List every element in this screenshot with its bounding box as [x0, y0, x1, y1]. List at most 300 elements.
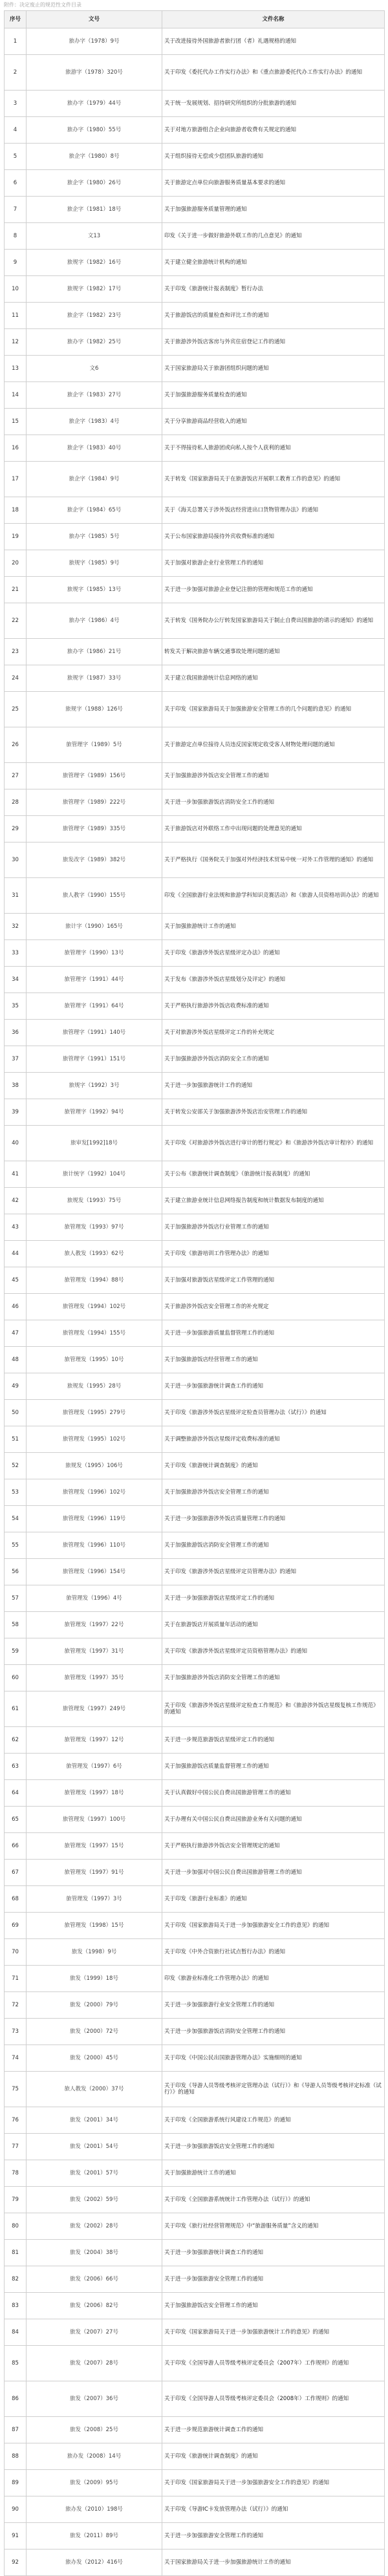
- row-title: 关于印发《全国旅游系统行风建设工作规范》的通知: [162, 2107, 385, 2134]
- row-code: 旅发（2007）27号: [27, 2319, 162, 2346]
- row-no: 52: [5, 1453, 27, 1479]
- row-no: 30: [5, 843, 27, 878]
- row-code: 旅办发（2012）416号: [27, 2549, 162, 2576]
- table-row: [5, 1020, 385, 1046]
- row-title: 关于进一步加强旅游行业安全管理工作的通知: [162, 1992, 385, 2019]
- table-row: [5, 1506, 385, 1532]
- row-title: 关于分享旅游商品经营收入的通知: [162, 409, 385, 435]
- table-row: [5, 603, 385, 639]
- table-body: [5, 28, 385, 2576]
- table-row: [5, 1073, 385, 1099]
- row-no: 54: [5, 1506, 27, 1532]
- header-title: 文件名称: [162, 11, 385, 28]
- table-row: [5, 303, 385, 329]
- row-code: 旅办字（1986）21号: [27, 639, 162, 665]
- row-code: 旅发（2001）54号: [27, 2134, 162, 2160]
- row-code: 旅办字（1980）55号: [27, 117, 162, 144]
- row-code: 旅办字（1978）9号: [27, 28, 162, 55]
- row-code: 旅管理字（1991）151号: [27, 1046, 162, 1073]
- row-code: 旅管理字（1991）64号: [27, 993, 162, 1020]
- row-title: 关于严格执行旅游涉外饭店安全管理规定的通知: [162, 1833, 385, 1860]
- table-row: [5, 1320, 385, 1347]
- row-code: 旅管理发（1997）15号: [27, 1833, 162, 1860]
- row-title: 关于公布国家旅游局接待外宾收费标准的通知: [162, 524, 385, 550]
- row-no: 7: [5, 197, 27, 223]
- row-title: 关于建立旅游业统计信息网络报告制度和统计数据发布制度的通知: [162, 1188, 385, 1214]
- row-title: 关于印发《中外合资旅行社试点暂行办法》的通知: [162, 1939, 385, 1966]
- row-title: 关于建立健全旅游统计机构的通知: [162, 250, 385, 276]
- table-row: [5, 1426, 385, 1453]
- row-code: 旅发（1998）9号: [27, 1939, 162, 1966]
- row-no: 70: [5, 1939, 27, 1966]
- table-row: [5, 1479, 385, 1506]
- row-code: 旅管理发（1994）88号: [27, 1267, 162, 1294]
- row-no: 19: [5, 524, 27, 550]
- row-title: 关于印发《国家旅游局关于进一步加强旅游统计工作的意见》的通知: [162, 2319, 385, 2346]
- row-code: 旅管理发（1995）102号: [27, 1426, 162, 1453]
- row-title: 关于进一步加强旅游饭店消防安全管理工作的通知: [162, 2019, 385, 2045]
- row-no: 48: [5, 1347, 27, 1373]
- row-no: 24: [5, 665, 27, 692]
- table-row: [5, 2523, 385, 2549]
- row-title: 关于加强旅游饭店质量监督管理工作的通知: [162, 1754, 385, 1780]
- row-title: 关于印发《委托代办工作实行办法》和《重点旅游委托代办工作实行办法》的通知: [162, 55, 385, 91]
- table-row: [5, 1099, 385, 1126]
- table-row: [5, 1267, 385, 1294]
- row-code: 旅管理字（1991）44号: [27, 967, 162, 993]
- table-row: [5, 1046, 385, 1073]
- row-code: 旅规字（1985）9号: [27, 550, 162, 577]
- table-row: [5, 1665, 385, 1691]
- row-no: 60: [5, 1665, 27, 1691]
- table-row: [5, 2045, 385, 2072]
- row-no: 18: [5, 497, 27, 524]
- row-code: 旅发（2007）28号: [27, 2346, 162, 2381]
- row-no: 22: [5, 603, 27, 639]
- row-title: 关于印发《导游IC卡发放管理办法（试行）》的通知: [162, 2496, 385, 2523]
- row-title: 关于进一步加强对中国公民自费出国旅游管理工作的通知: [162, 1860, 385, 1886]
- row-title: 关于印发《旅游涉外饭店星级评定办法》的通知: [162, 940, 385, 967]
- row-code: 旅审发[1992]18号: [27, 1126, 162, 1161]
- row-code: 旅管理发（1996）119号: [27, 1506, 162, 1532]
- row-no: 71: [5, 1966, 27, 1992]
- row-code: 旅企字（1982）23号: [27, 303, 162, 329]
- row-title: 关于印发《全国旅游系统统计工作管理办法（试行）》的通知: [162, 2187, 385, 2213]
- row-title: 关于严格执行《国务院关于加强对外经济技术贸易中统一对外工作管理的通知》的通知: [162, 843, 385, 878]
- row-no: 92: [5, 2549, 27, 2576]
- row-code: 文6: [27, 356, 162, 382]
- table-row: [5, 329, 385, 356]
- row-no: 58: [5, 1612, 27, 1638]
- row-no: 82: [5, 2266, 27, 2293]
- row-title: 关于加强旅游涉外饭店消防安全工作的通知: [162, 1046, 385, 1073]
- table-row: [5, 692, 385, 727]
- row-code: 旅管理发（1995）279号: [27, 1400, 162, 1426]
- table-row: [5, 144, 385, 170]
- row-title: 关于《海关总署关于涉外饭店经营进出口货物管理办法》的通知: [162, 497, 385, 524]
- row-no: 55: [5, 1532, 27, 1559]
- row-title: 关于加强旅游饭店经营管理工作的通知: [162, 1347, 385, 1373]
- row-no: 86: [5, 2381, 27, 2417]
- row-no: 32: [5, 914, 27, 940]
- row-no: 31: [5, 878, 27, 914]
- row-title: 关于进一步加强旅游质量监督管理工作的通知: [162, 1320, 385, 1347]
- table-row: [5, 1886, 385, 1913]
- row-no: 15: [5, 409, 27, 435]
- row-code: 旅管理发（1997）31号: [27, 1638, 162, 1665]
- row-no: 40: [5, 1126, 27, 1161]
- row-no: 89: [5, 2470, 27, 2496]
- row-title: 关于印发《旅游涉外饭店星级评定检查员管理办法（试行）》的通知: [162, 1400, 385, 1426]
- table-row: [5, 2107, 385, 2134]
- row-title: 关于旅游涉外饭店安全管理工作的补充规定: [162, 1294, 385, 1320]
- row-title: 关于印发《旅行社经营管理规范》中“旅游服务质量”含义的通知: [162, 2213, 385, 2240]
- row-title: 关于印发《国家旅游局关于进一步加强旅游安全工作的意见》的通知: [162, 1913, 385, 1939]
- row-no: 38: [5, 1073, 27, 1099]
- table-row: [5, 2072, 385, 2107]
- row-code: 旅管理字（1989）5号: [27, 727, 162, 763]
- table-row: [5, 1833, 385, 1860]
- row-title: 关于印发《中国公民出国旅游管理办法》实施细则的通知: [162, 2045, 385, 2072]
- row-code: 旅发改字（1989）382号: [27, 843, 162, 878]
- row-no: 28: [5, 789, 27, 816]
- table-row: [5, 1559, 385, 1585]
- table-row: [5, 665, 385, 692]
- row-code: 旅人教发（1993）62号: [27, 1241, 162, 1267]
- row-no: 11: [5, 303, 27, 329]
- row-no: 65: [5, 1807, 27, 1833]
- row-no: 41: [5, 1161, 27, 1188]
- row-no: 50: [5, 1400, 27, 1426]
- row-title: 关于统一发展规划、招待研究所组织的分批旅游的通知: [162, 91, 385, 117]
- row-code: 旅管理字（1992）94号: [27, 1099, 162, 1126]
- table-row: [5, 1294, 385, 1320]
- row-no: 88: [5, 2443, 27, 2470]
- row-no: 8: [5, 223, 27, 250]
- table-row: [5, 1532, 385, 1559]
- row-no: 69: [5, 1913, 27, 1939]
- row-no: 87: [5, 2417, 27, 2443]
- row-title: 印发《旅游业标准化工作管理办法》的通知: [162, 1966, 385, 1992]
- row-title: 关于印发《全国导游人员等级考核评定委员会（2008年）工作规则》的通知: [162, 2381, 385, 2417]
- row-code: 旅管理发（1997）22号: [27, 1612, 162, 1638]
- row-title: 关于加强旅游涉外饭店行业管理工作的通知: [162, 1214, 385, 1241]
- row-code: 旅企字（1983）4号: [27, 409, 162, 435]
- row-code: 旅企字（1983）27号: [27, 382, 162, 409]
- row-no: 67: [5, 1860, 27, 1886]
- row-code: 文13: [27, 223, 162, 250]
- table-row: [5, 1913, 385, 1939]
- table-row: [5, 276, 385, 303]
- row-code: 旅发（2006）82号: [27, 2293, 162, 2319]
- row-title: 关于改进接待外国旅游者旅行团（者）礼遇规格的通知: [162, 28, 385, 55]
- table-row: [5, 2240, 385, 2266]
- table-row: [5, 2549, 385, 2576]
- row-title: 关于印发《导游人员等级考核评定管理办法（试行）》和《导游人员等级考核评定标准（试行）》的通知: [162, 2072, 385, 2107]
- row-no: 68: [5, 1886, 27, 1913]
- row-code: 旅规字（1985）13号: [27, 577, 162, 603]
- row-no: 14: [5, 382, 27, 409]
- row-title: 关于进一步加强对旅游企业登记注册的管理和规范工作的通知: [162, 577, 385, 603]
- row-no: 13: [5, 356, 27, 382]
- table-row: [5, 55, 385, 91]
- row-code: 旅游字（1978）320号: [27, 55, 162, 91]
- row-title: 关于办理有关中国公民自费出国旅游业务有关问题的通知: [162, 1807, 385, 1833]
- row-title: 关于印发《旅游涉外饭店星级评定员管理办法》的通知: [162, 1559, 385, 1585]
- row-title: 关于进一步加强旅游统计调查工作的通知: [162, 1373, 385, 1400]
- row-title: 关于加强旅游饭店消防安全管理工作的通知: [162, 1532, 385, 1559]
- regulation-table: [4, 10, 385, 2576]
- row-no: 47: [5, 1320, 27, 1347]
- row-no: 2: [5, 55, 27, 91]
- row-title: 关于对地方旅游组合企业向旅游者收费有关规定的通知: [162, 117, 385, 144]
- table-row: [5, 382, 385, 409]
- header-no: 序号: [5, 11, 27, 28]
- row-no: 56: [5, 1559, 27, 1585]
- row-title: 关于旅游定点单位接待人员违反国家规定收受客人财物处理问题的通知: [162, 727, 385, 763]
- table-row: [5, 250, 385, 276]
- row-code: 旅规字（1987）33号: [27, 665, 162, 692]
- row-code: 旅管理发（1994）155号: [27, 1320, 162, 1347]
- table-row: [5, 1939, 385, 1966]
- table-row: [5, 223, 385, 250]
- row-no: 25: [5, 692, 27, 727]
- row-no: 63: [5, 1754, 27, 1780]
- table-row: [5, 1400, 385, 1426]
- row-code: 旅发（2002）28号: [27, 2213, 162, 2240]
- table-row: [5, 1126, 385, 1161]
- row-title: 关于对旅游涉外饭店星级评定工作的补充规定: [162, 1020, 385, 1046]
- row-code: 旅管理字（1989）222号: [27, 789, 162, 816]
- row-title: 关于进一步加强旅游饭店星级评定工作的通知: [162, 1585, 385, 1612]
- row-no: 27: [5, 763, 27, 789]
- table-row: [5, 91, 385, 117]
- table-row: [5, 1638, 385, 1665]
- row-title: 关于发布《旅游涉外饭店星级划分及评定》的通知: [162, 967, 385, 993]
- row-title: 关于进一步加强旅游饭店消防安全工作的通知: [162, 789, 385, 816]
- row-code: 旅办字（1985）5号: [27, 524, 162, 550]
- row-title: 关于旅游饭店对外联络工作中出现问题的处理意见的通知: [162, 816, 385, 843]
- row-no: 85: [5, 2346, 27, 2381]
- table-row: [5, 170, 385, 197]
- row-code: 旅发（2011）89号: [27, 2523, 162, 2549]
- row-title: 关于加强旅游涉外饭店安全管理工作的通知: [162, 1479, 385, 1506]
- row-title: 关于国家旅游局关于进一步加强旅游统计工作的通知: [162, 2549, 385, 2576]
- row-title: 关于旅游定点单位向旅游服务质量基本要求的通知: [162, 170, 385, 197]
- table-row: [5, 2381, 385, 2417]
- row-code: 旅发（2000）45号: [27, 2045, 162, 2072]
- table-row: [5, 409, 385, 435]
- row-no: 23: [5, 639, 27, 665]
- table-row: [5, 1373, 385, 1400]
- row-code: 旅发（2004）38号: [27, 2240, 162, 2266]
- row-code: 旅管理字（1991）140号: [27, 1020, 162, 1046]
- row-title: 关于建立我国旅游统计信息网络的通知: [162, 665, 385, 692]
- row-title: 关于在旅游饭店开展质量年活动的通知: [162, 1612, 385, 1638]
- row-no: 17: [5, 462, 27, 497]
- row-title: 关于调整旅游涉外饭店星级评定收费标准的通知: [162, 1426, 385, 1453]
- row-title: 关于加强旅游服务质量管理的通知: [162, 197, 385, 223]
- table-row: [5, 1727, 385, 1754]
- row-code: 旅人教发（2000）37号: [27, 2072, 162, 2107]
- row-code: 旅办字（1986）4号: [27, 603, 162, 639]
- row-code: 旅企字（1980）26号: [27, 170, 162, 197]
- row-code: 旅发（2000）72号: [27, 2019, 162, 2045]
- table-row: [5, 2266, 385, 2293]
- row-no: 76: [5, 2107, 27, 2134]
- row-no: 72: [5, 1992, 27, 2019]
- row-code: 旅管理发（1993）97号: [27, 1214, 162, 1241]
- row-no: 53: [5, 1479, 27, 1506]
- row-no: 79: [5, 2187, 27, 2213]
- row-title: 关于转发《国家旅游局关于在旅游饭店开展职工教育工作的意见》的通知: [162, 462, 385, 497]
- row-no: 3: [5, 91, 27, 117]
- row-title: 关于进一步加强旅游安全管理工作的通知: [162, 2523, 385, 2549]
- table-row: [5, 356, 385, 382]
- row-no: 39: [5, 1099, 27, 1126]
- row-no: 10: [5, 276, 27, 303]
- row-title: 关于进一步加强旅游涉外饭店质量管理工作的通知: [162, 1506, 385, 1532]
- table-row: [5, 1691, 385, 1727]
- row-title: 印发《全国旅游行业法规和旅游学科知识竞赛活动》和《旅游人员资格培训办法》的通知: [162, 878, 385, 914]
- row-no: 43: [5, 1214, 27, 1241]
- table-row: [5, 1780, 385, 1807]
- row-title: 关于旅游涉外饭店客房与外宾住宿登记工作的通知: [162, 329, 385, 356]
- row-title: 关于印发《旅游涉外饭店星级评定员资格管理办法》的通知: [162, 1638, 385, 1665]
- row-code: 旅管理发（1994）102号: [27, 1294, 162, 1320]
- row-no: 91: [5, 2523, 27, 2549]
- table-row: [5, 2319, 385, 2346]
- row-title: 关于加强旅游服务质量检查的通知: [162, 382, 385, 409]
- row-no: 78: [5, 2160, 27, 2187]
- table-row: [5, 816, 385, 843]
- row-no: 59: [5, 1638, 27, 1665]
- row-code: 旅发（2006）66号: [27, 2266, 162, 2293]
- row-title: 关于印发《旅游统计调查制度》的通知: [162, 2443, 385, 2470]
- row-code: 旅管理字（1989）335号: [27, 816, 162, 843]
- row-code: 旅规发（1995）28号: [27, 1373, 162, 1400]
- table-row: [5, 1347, 385, 1373]
- table-row: [5, 1241, 385, 1267]
- table-row: [5, 28, 385, 55]
- row-title: 关于印发《旅游培训工作管理办法》的通知: [162, 1241, 385, 1267]
- row-no: 34: [5, 967, 27, 993]
- row-code: 旅办字（1982）25号: [27, 329, 162, 356]
- row-title: 关于加强对旅游饭店星级评定工作管理的通知: [162, 1267, 385, 1294]
- row-code: 旅管理发（1997）18号: [27, 1780, 162, 1807]
- row-code: 旅管理发（1997）35号: [27, 1665, 162, 1691]
- table-row: [5, 2160, 385, 2187]
- caption: 附件：决定废止的规范性文件目录: [4, 2, 81, 8]
- row-title: 关于旅游饭店的质量检查和评比工作的通知: [162, 303, 385, 329]
- row-title: 关于印发《旅游行业标准》的通知: [162, 1886, 385, 1913]
- table-row: [5, 524, 385, 550]
- row-no: 73: [5, 2019, 27, 2045]
- row-code: 旅企字（1984）9号: [27, 462, 162, 497]
- row-no: 62: [5, 1727, 27, 1754]
- table-row: [5, 1161, 385, 1188]
- row-code: 旅管理发（1997）91号: [27, 1860, 162, 1886]
- row-code: 旅管理发（1995）10号: [27, 1347, 162, 1373]
- row-no: 77: [5, 2134, 27, 2160]
- table-row: [5, 2470, 385, 2496]
- table-row: [5, 1612, 385, 1638]
- row-code: 旅管理发（1997）249号: [27, 1691, 162, 1727]
- row-no: 33: [5, 940, 27, 967]
- table-row: [5, 993, 385, 1020]
- table-row: [5, 2134, 385, 2160]
- row-code: 旅人教字（1990）155号: [27, 878, 162, 914]
- row-no: 45: [5, 1267, 27, 1294]
- table-row: [5, 878, 385, 914]
- row-title: 关于加强旅游统计工作的通知: [162, 914, 385, 940]
- row-code: 旅管理发（1997）6号: [27, 1754, 162, 1780]
- row-title: 转发关于解决旅游车辆交通事故处理问题的通知: [162, 639, 385, 665]
- row-title: 关于公布《旅游统计调查制度》（旅游统计报表制度）的通知: [162, 1161, 385, 1188]
- table-row: [5, 763, 385, 789]
- row-title: 印发《关于进一步做好旅游外联工作的几点意见》的通知: [162, 223, 385, 250]
- row-code: 旅发（2001）34号: [27, 2107, 162, 2134]
- row-no: 37: [5, 1046, 27, 1073]
- table-row: [5, 497, 385, 524]
- table-row: [5, 843, 385, 878]
- row-code: 旅发（1999）18号: [27, 1966, 162, 1992]
- row-title: 关于印发《国家旅游局关于加强旅游安全管理工作的几个问题的意见》的通知: [162, 692, 385, 727]
- row-code: 旅发（2008）25号: [27, 2417, 162, 2443]
- row-no: 35: [5, 993, 27, 1020]
- table-row: [5, 2293, 385, 2319]
- table-row: [5, 1754, 385, 1780]
- row-code: 旅管理发（1996）110号: [27, 1532, 162, 1559]
- table-row: [5, 914, 385, 940]
- row-no: 74: [5, 2045, 27, 2072]
- table-row: [5, 1585, 385, 1612]
- row-code: 旅规发（1995）106号: [27, 1453, 162, 1479]
- table-row: [5, 1214, 385, 1241]
- row-code: 旅发（2009）95号: [27, 2470, 162, 2496]
- row-code: 旅办字（1979）44号: [27, 91, 162, 117]
- row-code: 旅管理发（1996）154号: [27, 1559, 162, 1585]
- row-title: 关于进一步规范旅游饭店星级评定工作的通知: [162, 1727, 385, 1754]
- row-title: 关于印发《旅游统计调查制度》的通知: [162, 1453, 385, 1479]
- table-row: [5, 2417, 385, 2443]
- row-title: 关于国家旅游局关于旅游团组织问题的通知: [162, 356, 385, 382]
- row-title: 关于严格执行旅游涉外饭店收费标准的通知: [162, 993, 385, 1020]
- row-title: 关于加强旅游涉外饭店消防安全管理工作的通知: [162, 1665, 385, 1691]
- table-row: [5, 117, 385, 144]
- row-code: 旅规字（1982）16号: [27, 250, 162, 276]
- row-code: 旅规发（1993）75号: [27, 1188, 162, 1214]
- row-code: 旅规字（1982）17号: [27, 276, 162, 303]
- row-no: 21: [5, 577, 27, 603]
- row-code: 旅管理发（1997）100号: [27, 1807, 162, 1833]
- table-row: [5, 435, 385, 462]
- row-code: 旅管理发（1998）15号: [27, 1913, 162, 1939]
- row-no: 61: [5, 1691, 27, 1727]
- table-row: [5, 2187, 385, 2213]
- row-no: 81: [5, 2240, 27, 2266]
- row-no: 16: [5, 435, 27, 462]
- row-code: 旅规字（1992）3号: [27, 1073, 162, 1099]
- row-code: 旅企字（1981）18号: [27, 197, 162, 223]
- row-code: 旅计统字（1992）104号: [27, 1161, 162, 1188]
- row-code: 旅发（2007）36号: [27, 2381, 162, 2417]
- row-no: 75: [5, 2072, 27, 2107]
- row-title: 关于进一步加强旅游饭店安全管理工作的通知: [162, 2134, 385, 2160]
- table-row: [5, 1188, 385, 1214]
- row-title: 关于加强旅游涉外饭店安全管理工作的通知: [162, 763, 385, 789]
- row-code: 旅办发（2008）14号: [27, 2443, 162, 2470]
